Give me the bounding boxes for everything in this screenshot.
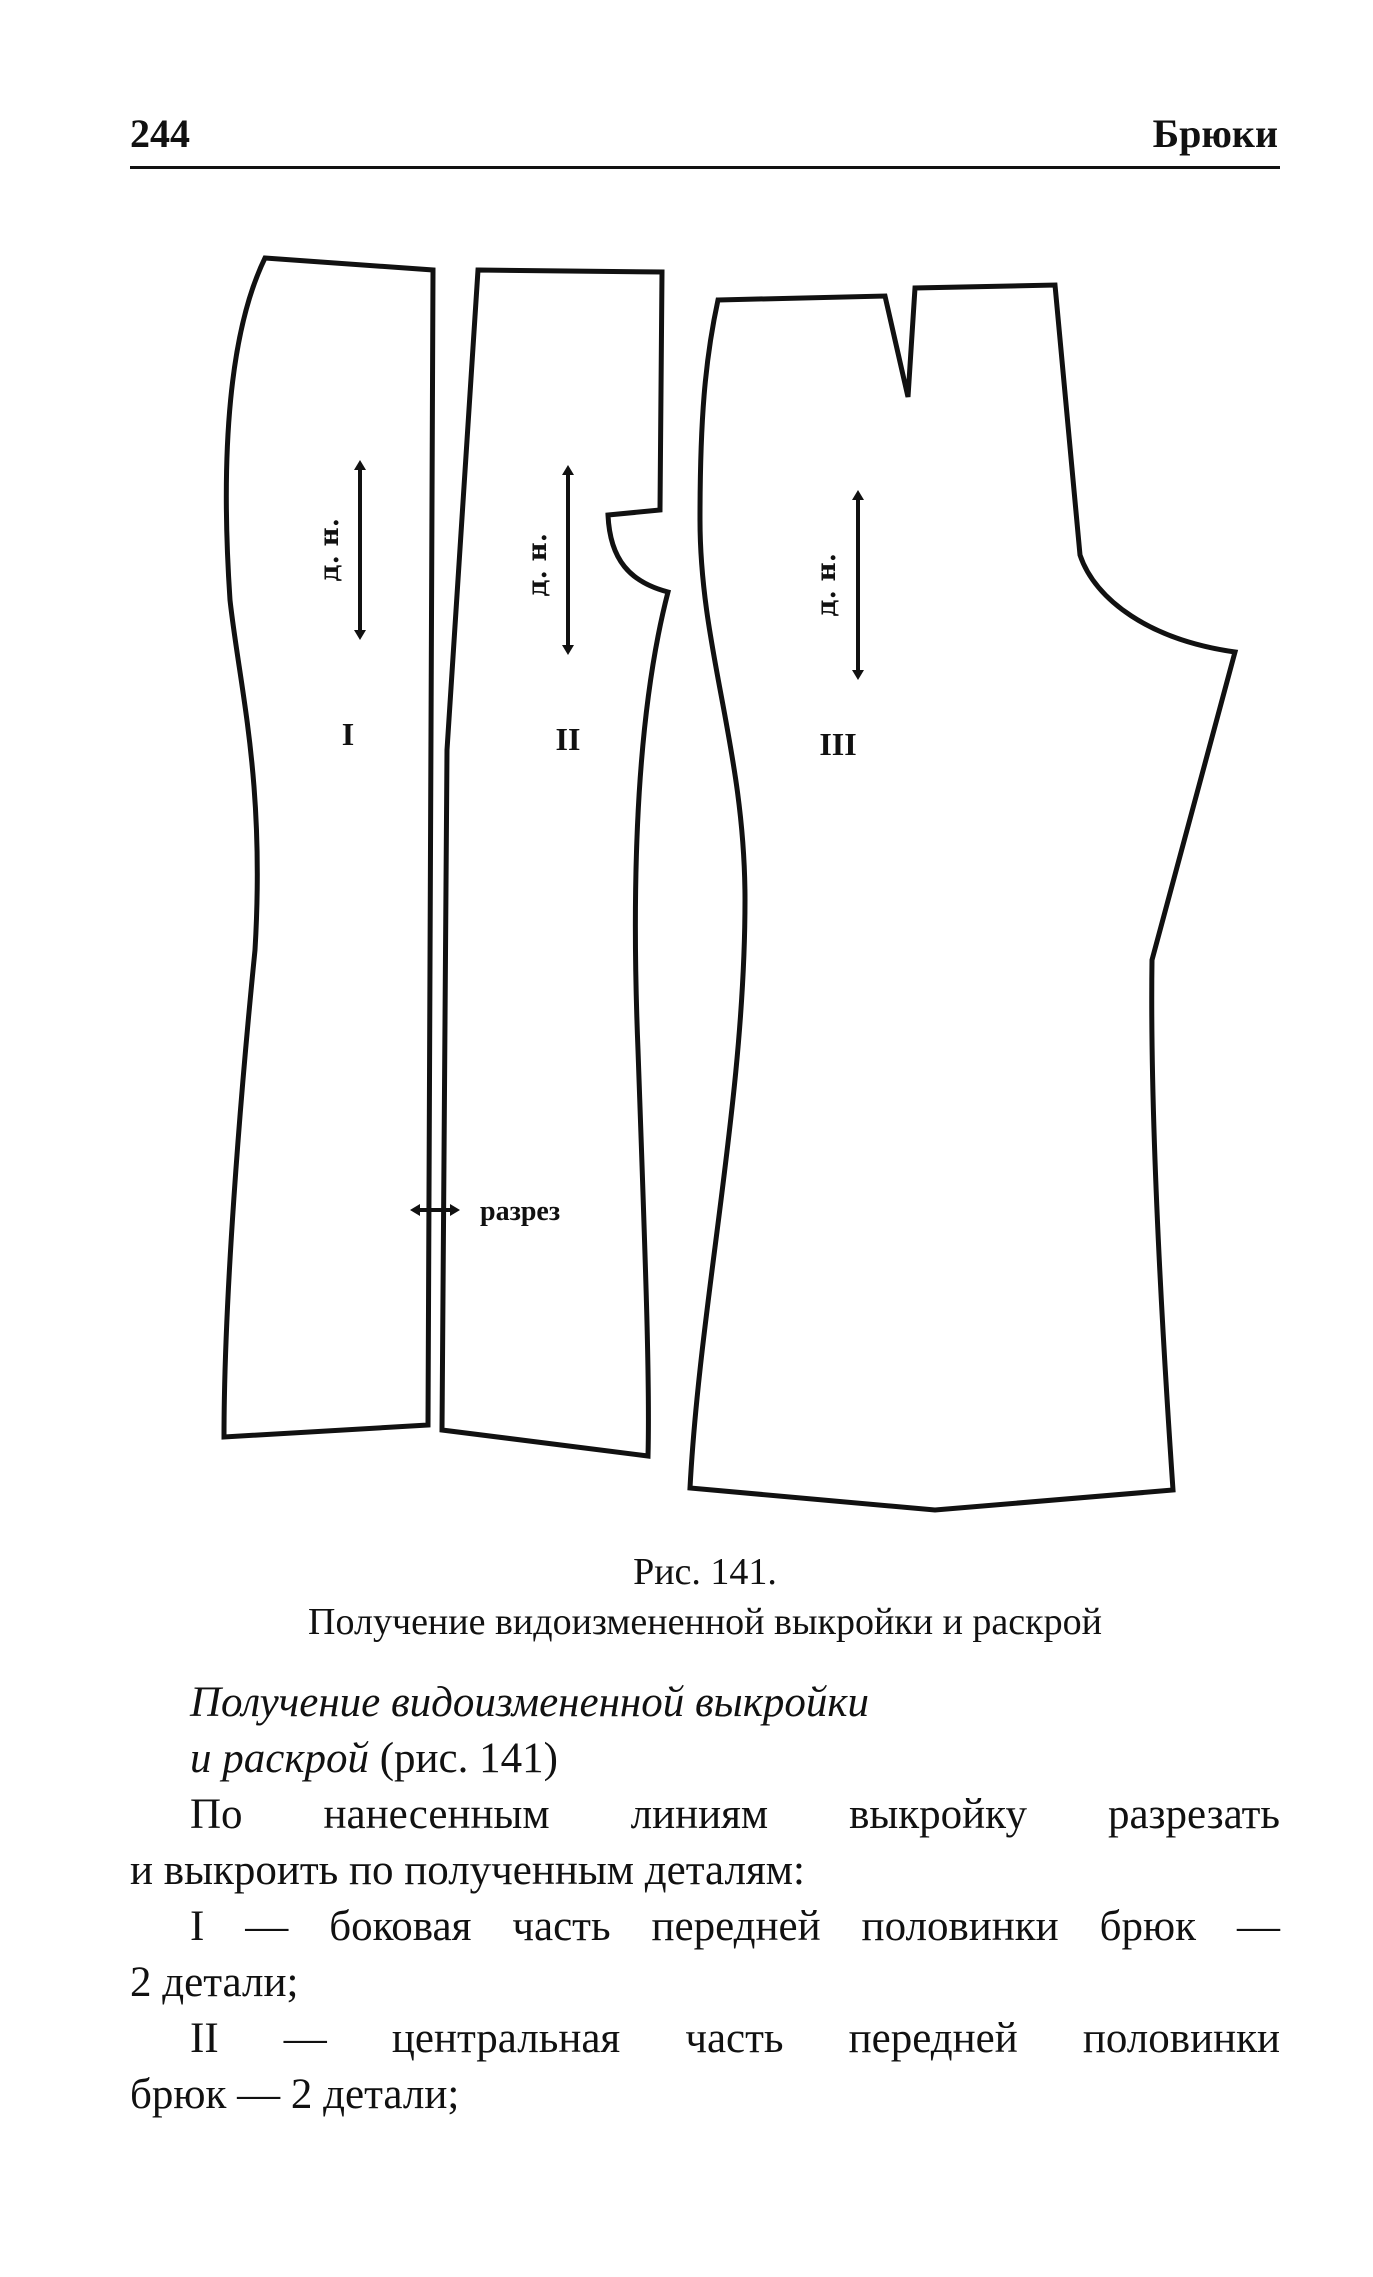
paragraph-line: и выкроить по полученным деталям: [130, 1847, 805, 1894]
figure-reference: (рис. 141) [379, 1735, 558, 1782]
section-heading-line1 [130, 1675, 1280, 1731]
section-heading-italic: Получение видоизмененной выкройки [190, 1679, 870, 1726]
list-item-line: 2 детали; [130, 1959, 299, 2006]
section-heading-italic-2: и раскрой [190, 1735, 369, 1782]
list-item-line: брюк — 2 детали; [130, 2071, 460, 2118]
running-title: Брюки [1152, 111, 1278, 156]
section-heading-line2 [130, 1731, 1280, 1787]
pattern-piece-3-outline [690, 285, 1235, 1510]
grain-label-3: д. н. [812, 553, 842, 617]
grain-label-2: д. н. [523, 533, 553, 597]
piece-numeral-1: I [341, 716, 355, 752]
figure-caption: Получение видоизмененной выкройки и раскрой [308, 1601, 1102, 1643]
list-item-line: II — центральная часть передней половинки [190, 2015, 1280, 2062]
body-text [130, 1675, 1280, 2123]
pattern-piece-2-outline [442, 270, 668, 1456]
pattern-piece-1-outline [224, 258, 433, 1437]
list-item-line: I — боковая часть передней половинки брюк — [190, 1903, 1280, 1950]
page-number: 244 [130, 111, 190, 156]
figure-number: Рис. 141. [633, 1551, 777, 1593]
paragraph-line: По нанесенным линиям выкройку разрезать [190, 1791, 1280, 1838]
piece-numeral-3: III [819, 726, 857, 762]
grain-label-1: д. н. [315, 518, 345, 582]
piece-numeral-2: II [555, 721, 581, 757]
cut-label: разрез [480, 1196, 561, 1227]
